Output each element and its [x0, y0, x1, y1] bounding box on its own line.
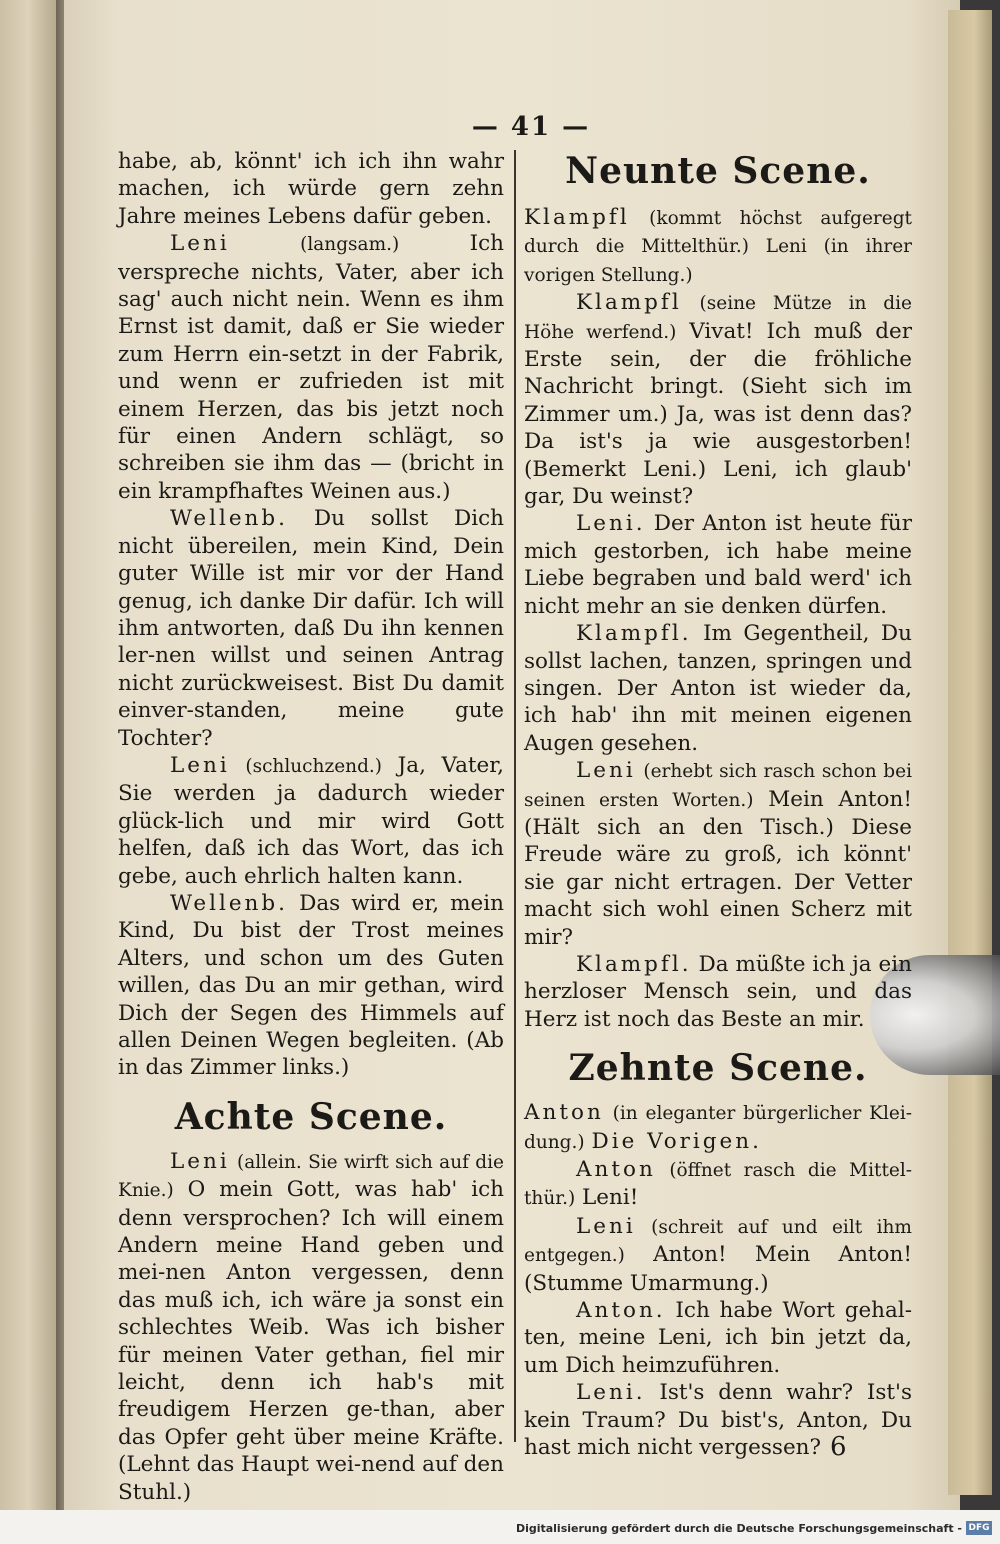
paragraph: [524, 1297, 912, 1379]
page-stack-edge: [948, 10, 992, 1495]
left-column: [118, 148, 504, 1506]
facing-page-edge: [0, 0, 58, 1510]
dialogue-text: Da müßte ich ja ein herzloser Mensch sein, und das Herz ist noch das Beste an mir.: [524, 951, 912, 1032]
speaker-name: Anton.: [576, 1298, 666, 1324]
paragraph: [524, 289, 912, 510]
speaker-name: Anton: [576, 1157, 656, 1182]
dialogue-text: O mein Gott, was hab' ich denn versprochen? Ich will einem Andern meine Hand geben und mei-nen Anton vergessen, denn das muß ich, ich wäre ja sonst ein schlechtes Weib. Was ich bisher für meinen Vater gethan, fiel mir leicht, denn ich hab's mit freudigem Herzen ge-than, aber das Opfer geht über meine Kräfte. (Lehnt das Haupt wei-nend auf den Stuhl.): [118, 1177, 504, 1505]
speaker-name: Klampfl.: [576, 951, 692, 977]
stage-direction: (langsam.): [300, 234, 400, 256]
paragraph: [524, 204, 912, 289]
dialogue-text: Leni!: [582, 1185, 639, 1211]
paragraph: [118, 1148, 504, 1506]
speaker-name: Anton: [524, 1100, 604, 1126]
dialogue-text: Du sollst Dich nicht übereilen, mein Kind, Dein guter Wille ist mir vor der Hand genug, ich danke Dir dafür. Ich will ihm antworten, daß Du ihn kennen ler-nen willst und seinen Antrag nicht zurückweisest. Bist Du damit einver-standen, meine gute Tochter?: [118, 506, 504, 751]
speaker-name: Leni.: [576, 1380, 646, 1406]
dialogue-text: Der Anton ist heute für mich gestorben, ich habe meine Liebe begraben und bald werd' ich nicht mehr an sie denken dürfen.: [524, 511, 912, 619]
stage-direction: (schreit auf und eilt ihm entgegen.): [524, 1216, 912, 1267]
paragraph: [524, 1099, 912, 1156]
speaker-name: Leni: [170, 1148, 230, 1174]
dialogue-text: Die Vorigen.: [591, 1128, 762, 1154]
speaker-name: Leni: [576, 758, 636, 784]
stage-direction: (seine Mütze in die Höhe werfend.): [524, 293, 913, 343]
paragraph: [118, 230, 504, 505]
dialogue-text: Das wird er, mein Kind, Du bist der Trost meines Alters, und schon um des Guten willen, das Du an mir gethan, wird Dich der Segen des Himmels auf allen Deinen Wegen begleiten. (Ab in das Zimmer links.): [118, 890, 504, 1081]
dialogue-text: Vivat! Ich muß der Erste sein, der die fröhliche Nachricht bringt. (Sieht sich im Zimmer um.) Ja, was ist denn das? Da ist's ja wie ausgestorben! (Bemerkt Leni.) Leni, ich glaub' gar, Du weinst?: [524, 318, 912, 510]
dialogue-text: Anton! Mein Anton! (Stumme Umarmung.): [524, 1242, 912, 1296]
stage-direction: (öffnet rasch die Mittel-thür.): [524, 1160, 912, 1210]
paragraph: [524, 620, 912, 757]
paragraph: [524, 951, 912, 1033]
speaker-name: Wellenb.: [170, 506, 288, 532]
dialogue-text: Ich habe Wort gehal-ten, meine Leni, ich bin jetzt da, um Dich heimzuführen.: [524, 1298, 912, 1378]
dialogue-text: Ich verspreche nichts, Vater, aber ich sag' auch nicht nein. Wenn es ihm Ernst ist damit, daß er Sie wieder zum Herrn ein-setzt in der Fabrik, und wenn er zufrieden ist mit einem Herzen, das bis jetzt noch für einen Andern schlägt, so schreiben sie ihm das — (bricht in ein krampfhaftes Weinen aus.): [118, 231, 504, 504]
stage-direction: (allein. Sie wirft sich auf die Knie.): [118, 1151, 504, 1202]
dialogue-text: Ist's denn wahr? Ist's kein Traum? Du bist's, Anton, Du hast mich nicht vergessen?: [524, 1380, 912, 1461]
paragraph: [524, 1156, 912, 1213]
stage-direction: (in eleganter bürgerlicher Klei-dung.): [524, 1103, 912, 1153]
paragraph: habe, ab, könnt' ich ich ihn wahr machen, ich würde gern zehn Jahre meines Lebens dafür geben.: [118, 149, 504, 229]
paragraph: [524, 757, 912, 951]
stage-direction: (erhebt sich rasch schon bei seinen ersten Worten.): [524, 761, 913, 811]
signature-mark: 6: [830, 1432, 847, 1462]
speaker-name: Klampfl.: [576, 621, 692, 647]
scene-heading: Neunte Scene.: [565, 150, 871, 192]
dialogue-text: Mein Anton! (Hält sich an den Tisch.) Diese Freude wäre zu groß, ich könnt' sie gar nicht ertragen. Der Vetter macht sich wohl einen Scherz mit mir?: [524, 786, 912, 950]
speaker-name: Leni: [170, 752, 230, 778]
paragraph: [118, 890, 504, 1082]
dialogue-text: Im Gegentheil, Du sollst lachen, tanzen, springen und singen. Der Anton ist wieder da, ich hab' ihn mit meinen eigenen Augen gesehen.: [524, 621, 912, 756]
paragraph: [118, 752, 504, 890]
speaker-name: Leni: [170, 231, 230, 257]
speaker-name: Klampfl: [524, 205, 630, 230]
right-column: [524, 148, 912, 1461]
speaker-name: Leni.: [576, 511, 646, 537]
speaker-name: Klampfl: [576, 290, 682, 316]
scene-heading: Achte Scene.: [174, 1095, 448, 1138]
paragraph: [524, 1379, 912, 1461]
speaker-name: Wellenb.: [170, 890, 288, 916]
column-divider: [514, 150, 516, 1442]
speaker-name: Leni: [576, 1213, 636, 1239]
stage-direction: (kommt höchst aufgeregt durch die Mittelthür.) Leni (in ihrer vorigen Stellung.): [524, 208, 912, 286]
scene-heading: Zehnte Scene.: [568, 1047, 868, 1090]
page-number: — 41 —: [471, 112, 591, 142]
stage-direction: (schluchzend.): [245, 755, 383, 777]
paragraph: [118, 505, 504, 752]
paragraph: [524, 1213, 912, 1297]
paragraph: [524, 510, 912, 620]
dfg-logo-icon: DFG: [966, 1521, 992, 1535]
dialogue-text: Ja, Vater, Sie werden ja dadurch wieder glück-lich und mir wird Gott helfen, daß ich das Wort, das ich gebe, auch ehrlich halten kann.: [118, 752, 505, 889]
funding-credit: Digitalisierung gefördert durch die Deutsche Forschungsgemeinschaft -: [515, 1522, 962, 1535]
